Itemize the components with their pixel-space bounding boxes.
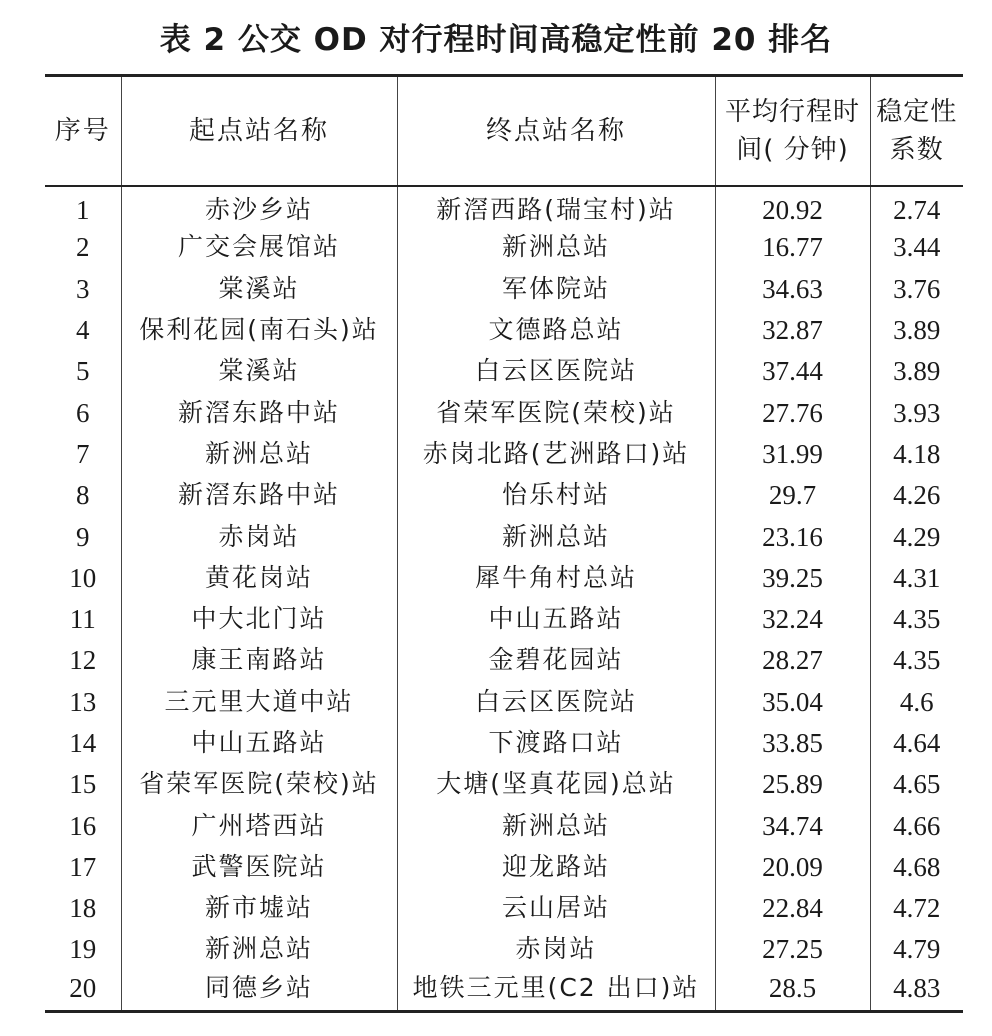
cell-stability: 2.74 bbox=[870, 186, 963, 227]
cell-avg-time: 33.85 bbox=[715, 722, 870, 763]
cell-origin: 赤岗站 bbox=[121, 516, 397, 557]
header-row bbox=[45, 76, 963, 186]
cell-origin: 广州塔西站 bbox=[121, 805, 397, 846]
table-row bbox=[45, 681, 963, 722]
cell-origin: 同德乡站 bbox=[121, 970, 397, 1011]
cell-stability: 4.35 bbox=[870, 640, 963, 681]
cell-destination: 省荣军医院(荣校)站 bbox=[397, 392, 715, 433]
cell-index: 19 bbox=[69, 934, 97, 965]
cell-stability: 4.26 bbox=[870, 475, 963, 516]
od-stability-table bbox=[45, 74, 963, 1013]
table-row bbox=[45, 557, 963, 598]
table-row bbox=[45, 929, 963, 970]
cell-avg-time: 32.24 bbox=[715, 598, 870, 639]
cell-index: 4 bbox=[76, 315, 90, 346]
table-row bbox=[45, 516, 963, 557]
cell-avg-time: 27.25 bbox=[715, 929, 870, 970]
cell-avg-time: 20.92 bbox=[715, 186, 870, 227]
cell-index: 2 bbox=[76, 232, 90, 263]
cell-destination: 金碧花园站 bbox=[397, 640, 715, 681]
header-origin: 起点站名称 bbox=[121, 76, 397, 186]
cell-index: 8 bbox=[76, 480, 90, 511]
cell-origin: 黄花岗站 bbox=[121, 557, 397, 598]
cell-destination: 军体院站 bbox=[397, 268, 715, 309]
cell-index: 7 bbox=[76, 438, 90, 469]
cell-avg-time: 23.16 bbox=[715, 516, 870, 557]
cell-index: 10 bbox=[69, 562, 97, 593]
cell-avg-time: 28.5 bbox=[715, 970, 870, 1011]
cell-stability: 4.6 bbox=[870, 681, 963, 722]
table-row bbox=[45, 805, 963, 846]
cell-destination: 白云区医院站 bbox=[397, 351, 715, 392]
cell-origin: 新市墟站 bbox=[121, 888, 397, 929]
cell-avg-time: 22.84 bbox=[715, 888, 870, 929]
cell-avg-time: 31.99 bbox=[715, 433, 870, 474]
cell-stability: 3.93 bbox=[870, 392, 963, 433]
cell-origin: 棠溪站 bbox=[121, 268, 397, 309]
cell-avg-time: 37.44 bbox=[715, 351, 870, 392]
table-row bbox=[45, 722, 963, 763]
cell-index: 17 bbox=[69, 851, 97, 882]
cell-index: 16 bbox=[69, 810, 97, 841]
cell-destination: 赤岗站 bbox=[397, 929, 715, 970]
cell-stability: 4.64 bbox=[870, 722, 963, 763]
cell-stability: 4.31 bbox=[870, 557, 963, 598]
cell-avg-time: 20.09 bbox=[715, 846, 870, 887]
cell-origin: 省荣军医院(荣校)站 bbox=[121, 764, 397, 805]
cell-avg-time: 34.63 bbox=[715, 268, 870, 309]
cell-index: 3 bbox=[76, 273, 90, 304]
table-row bbox=[45, 351, 963, 392]
header-avg-time-line1: 平均行程时 bbox=[724, 96, 860, 127]
cell-index: 14 bbox=[69, 728, 97, 758]
cell-destination: 赤岗北路(艺洲路口)站 bbox=[397, 433, 715, 474]
cell-origin: 三元里大道中站 bbox=[121, 681, 397, 722]
cell-avg-time: 32.87 bbox=[715, 309, 870, 350]
cell-index: 11 bbox=[69, 604, 96, 635]
cell-avg-time: 39.25 bbox=[715, 557, 870, 598]
cell-index: 6 bbox=[76, 397, 90, 428]
cell-destination: 文德路总站 bbox=[397, 309, 715, 350]
cell-index: 1 bbox=[76, 194, 90, 225]
cell-stability: 4.35 bbox=[870, 598, 963, 639]
cell-origin: 广交会展馆站 bbox=[121, 227, 397, 268]
table-row bbox=[45, 598, 963, 639]
cell-stability: 4.29 bbox=[870, 516, 963, 557]
cell-avg-time: 29.7 bbox=[715, 475, 870, 516]
cell-destination: 中山五路站 bbox=[397, 598, 715, 639]
cell-origin: 新洲总站 bbox=[121, 433, 397, 474]
table-header bbox=[45, 76, 963, 186]
table-title: 表 2 公交 OD 对行程时间高稳定性前 20 排名 bbox=[159, 22, 833, 58]
cell-stability: 4.72 bbox=[870, 888, 963, 929]
table-row bbox=[45, 764, 963, 805]
cell-stability: 3.44 bbox=[870, 227, 963, 268]
cell-stability: 3.89 bbox=[870, 309, 963, 350]
table-row bbox=[45, 227, 963, 268]
cell-index: 13 bbox=[69, 686, 97, 717]
cell-destination: 地铁三元里(C2 出口)站 bbox=[397, 970, 715, 1011]
table-row bbox=[45, 846, 963, 887]
cell-destination: 下渡路口站 bbox=[397, 722, 715, 763]
cell-origin: 保利花园(南石头)站 bbox=[121, 309, 397, 350]
cell-origin: 康王南路站 bbox=[121, 640, 397, 681]
cell-origin: 新洲总站 bbox=[121, 929, 397, 970]
cell-avg-time: 34.74 bbox=[715, 805, 870, 846]
cell-index: 15 bbox=[69, 769, 97, 800]
cell-destination: 新滘西路(瑞宝村)站 bbox=[397, 186, 715, 227]
header-destination: 终点站名称 bbox=[397, 76, 715, 186]
header-avg-time bbox=[715, 76, 870, 186]
cell-destination: 迎龙路站 bbox=[397, 846, 715, 887]
table-row bbox=[45, 970, 963, 1011]
cell-origin: 中山五路站 bbox=[121, 722, 397, 763]
cell-stability: 3.76 bbox=[870, 268, 963, 309]
cell-stability: 4.65 bbox=[870, 764, 963, 805]
cell-destination: 大塘(坚真花园)总站 bbox=[397, 764, 715, 805]
cell-destination: 新洲总站 bbox=[397, 516, 715, 557]
table-row bbox=[45, 475, 963, 516]
header-stability-line1: 稳定性 bbox=[876, 96, 958, 127]
header-stability-line2: 系数 bbox=[889, 134, 944, 165]
table-row bbox=[45, 888, 963, 929]
cell-avg-time: 35.04 bbox=[715, 681, 870, 722]
cell-index: 18 bbox=[69, 893, 97, 924]
cell-avg-time: 28.27 bbox=[715, 640, 870, 681]
header-avg-time-line2: 间( 分钟) bbox=[736, 134, 849, 165]
cell-stability: 4.66 bbox=[870, 805, 963, 846]
cell-origin: 赤沙乡站 bbox=[121, 186, 397, 227]
cell-index: 5 bbox=[76, 356, 90, 387]
cell-origin: 新滘东路中站 bbox=[121, 392, 397, 433]
table-row bbox=[45, 392, 963, 433]
table-row bbox=[45, 268, 963, 309]
table-row bbox=[45, 433, 963, 474]
cell-origin: 武警医院站 bbox=[121, 846, 397, 887]
cell-stability: 4.83 bbox=[870, 970, 963, 1011]
cell-index: 20 bbox=[45, 970, 121, 1011]
cell-avg-time: 25.89 bbox=[715, 764, 870, 805]
cell-origin: 棠溪站 bbox=[121, 351, 397, 392]
cell-avg-time: 27.76 bbox=[715, 392, 870, 433]
header-index: 序号 bbox=[45, 76, 121, 186]
cell-origin: 新滘东路中站 bbox=[121, 475, 397, 516]
cell-index: 9 bbox=[76, 521, 90, 552]
cell-destination: 新洲总站 bbox=[397, 805, 715, 846]
table-body bbox=[45, 186, 963, 1012]
table-row bbox=[45, 640, 963, 681]
cell-destination: 新洲总站 bbox=[397, 227, 715, 268]
table-row bbox=[45, 186, 963, 227]
cell-destination: 云山居站 bbox=[397, 888, 715, 929]
cell-stability: 4.18 bbox=[870, 433, 963, 474]
cell-destination: 白云区医院站 bbox=[397, 681, 715, 722]
cell-destination: 犀牛角村总站 bbox=[397, 557, 715, 598]
cell-destination: 怡乐村站 bbox=[397, 475, 715, 516]
header-stability bbox=[870, 76, 963, 186]
cell-stability: 3.89 bbox=[870, 351, 963, 392]
cell-origin: 中大北门站 bbox=[121, 598, 397, 639]
cell-avg-time: 16.77 bbox=[715, 227, 870, 268]
table-row bbox=[45, 309, 963, 350]
cell-stability: 4.68 bbox=[870, 846, 963, 887]
cell-stability: 4.79 bbox=[870, 929, 963, 970]
cell-index: 12 bbox=[69, 645, 97, 676]
